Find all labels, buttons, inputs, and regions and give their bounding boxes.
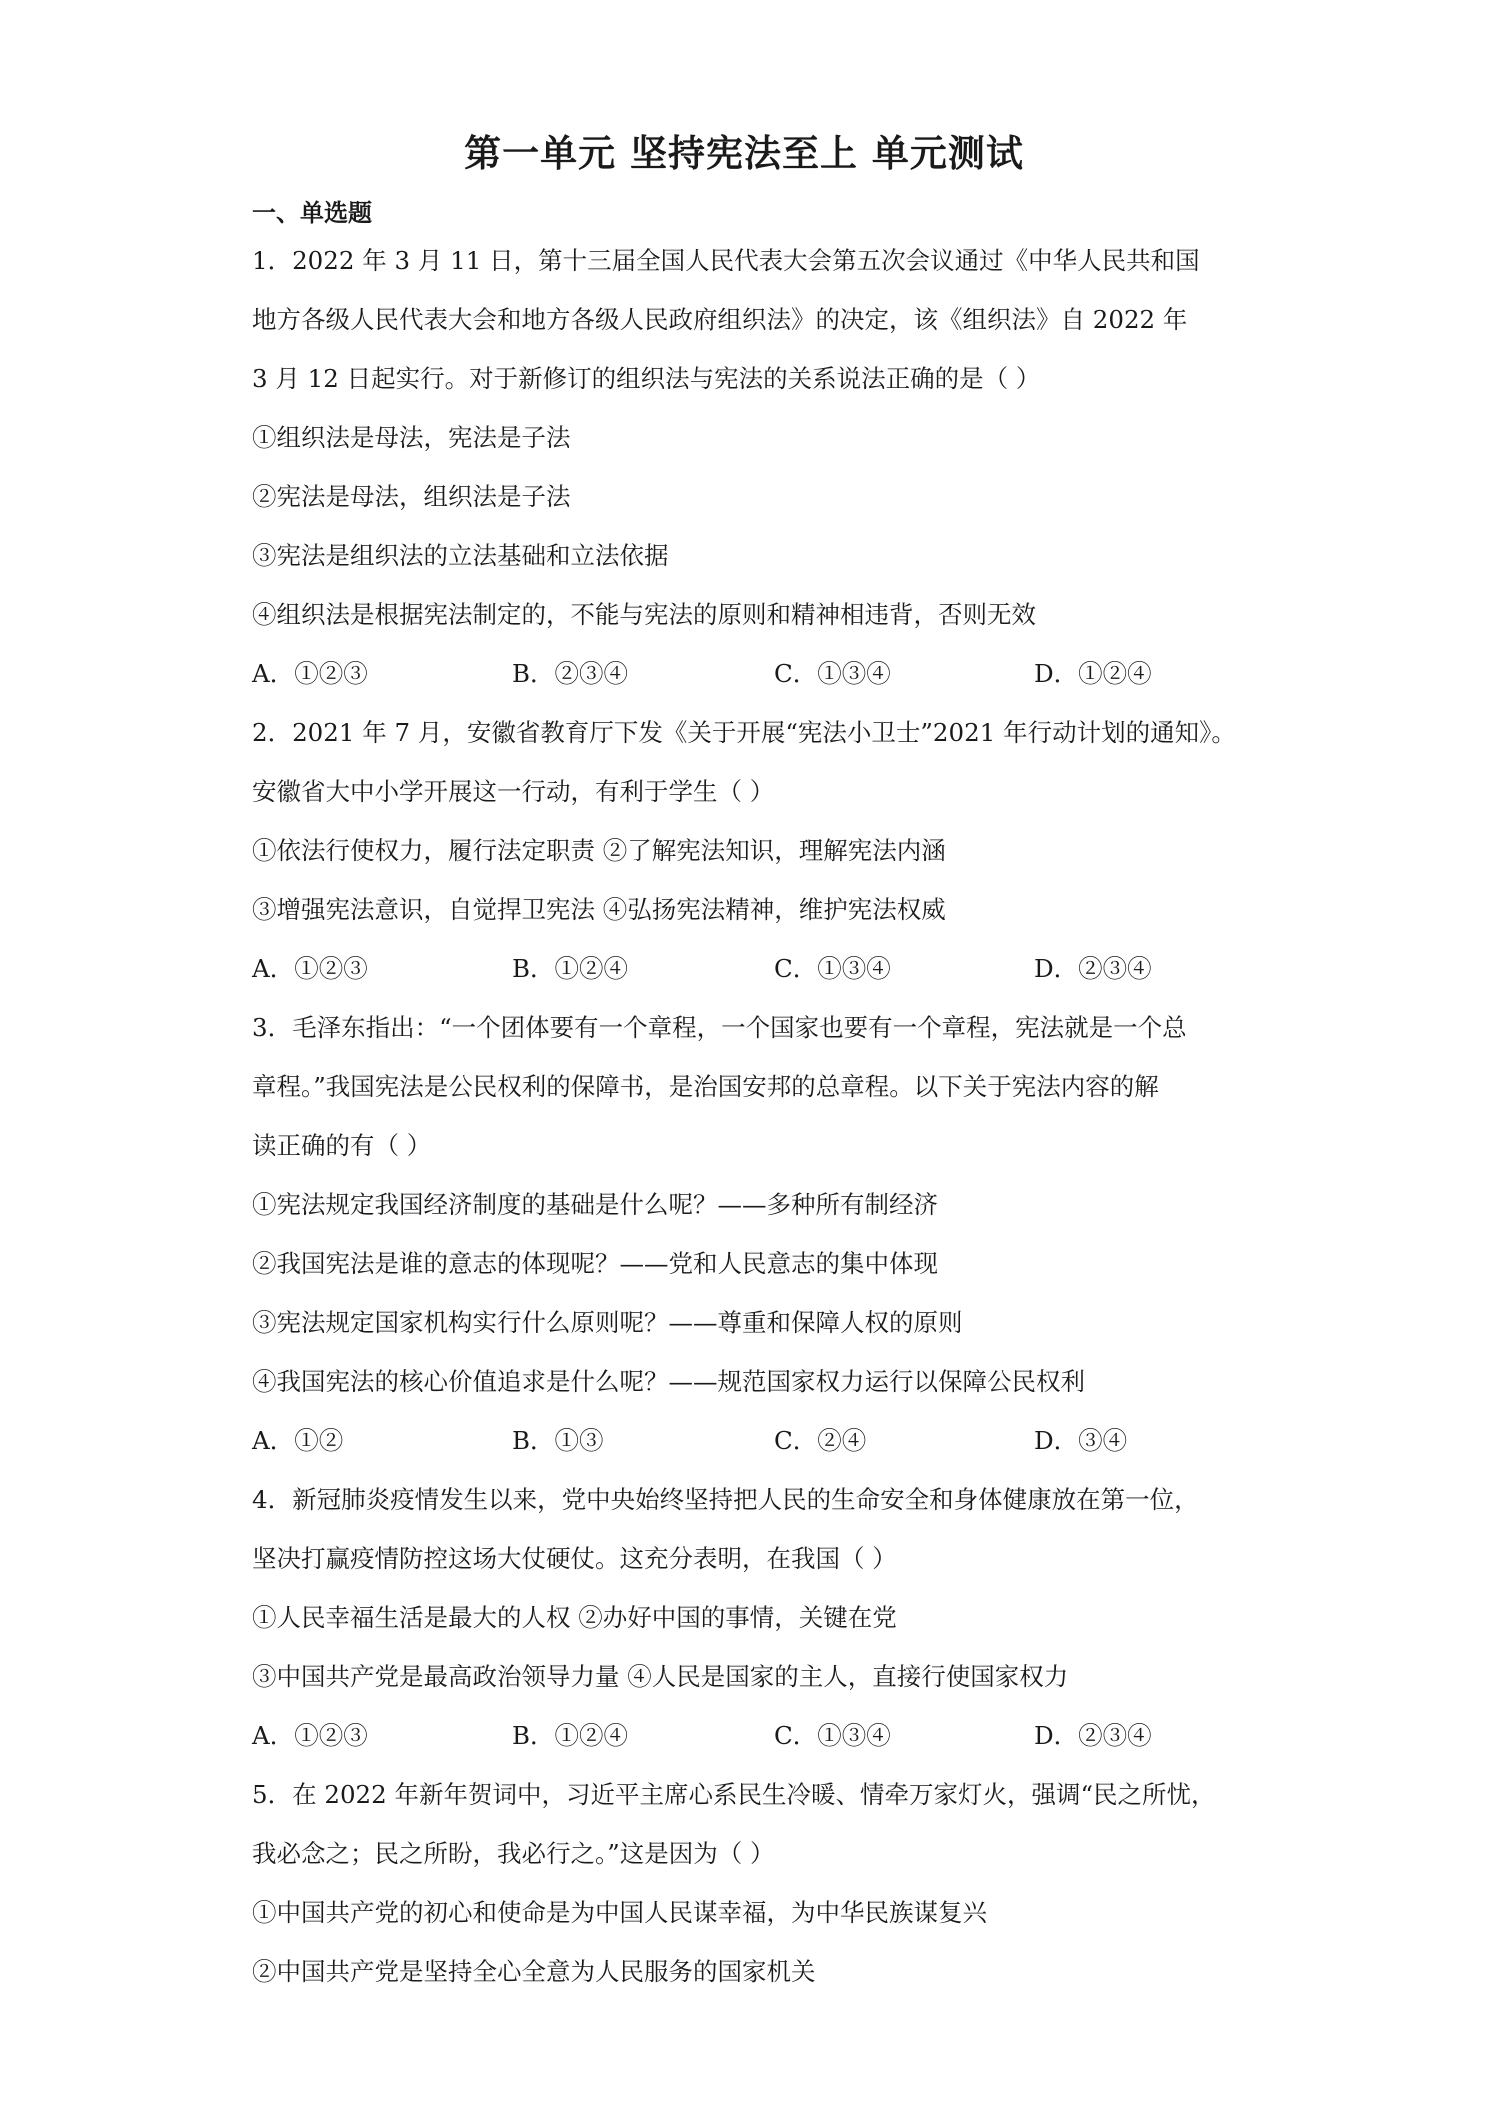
q2-statement-2: ③增强宪法意识，自觉捍卫宪法 ④弘扬宪法精神，维护宪法权威 bbox=[252, 895, 946, 924]
q3-statement-2: ②我国宪法是谁的意志的体现呢？——党和人民意志的集中体现 bbox=[252, 1249, 938, 1278]
q2-option-d[interactable]: D．②③④ bbox=[1034, 954, 1152, 983]
q5-statement-1: ①中国共产党的初心和使命是为中国人民谋幸福，为中华民族谋复兴 bbox=[252, 1898, 987, 1927]
q4-option-c[interactable]: C．①③④ bbox=[774, 1721, 891, 1750]
q2-stem-line-2: 安徽省大中小学开展这一行动，有利于学生（ ） bbox=[252, 777, 775, 806]
q4-option-b[interactable]: B．①②④ bbox=[512, 1721, 629, 1750]
q1-options bbox=[252, 656, 1242, 692]
q3-options bbox=[252, 1423, 1242, 1459]
q1-statement-2: ②宪法是母法，组织法是子法 bbox=[252, 482, 571, 511]
q2-options bbox=[252, 951, 1242, 987]
q4-statement-1: ①人民幸福生活是最大的人权 ②办好中国的事情，关键在党 bbox=[252, 1603, 897, 1632]
q3-option-b[interactable]: B．①③ bbox=[512, 1426, 604, 1455]
q1-stem-line-1: 1．2022 年 3 月 11 日，第十三届全国人民代表大会第五次会议通过《中华人民共和国 bbox=[252, 246, 1200, 275]
section-heading: 一、单选题 bbox=[252, 199, 372, 227]
q5-statement-2: ②中国共产党是坚持全心全意为人民服务的国家机关 bbox=[252, 1957, 816, 1986]
q1-option-d[interactable]: D．①②④ bbox=[1034, 659, 1152, 688]
q1-option-a[interactable]: A．①②③ bbox=[252, 659, 368, 688]
q3-statement-3: ③宪法规定国家机构实行什么原则呢？——尊重和保障人权的原则 bbox=[252, 1308, 963, 1337]
q1-option-c[interactable]: C．①③④ bbox=[774, 659, 891, 688]
q4-option-d[interactable]: D．②③④ bbox=[1034, 1721, 1152, 1750]
q3-option-d[interactable]: D．③④ bbox=[1034, 1426, 1128, 1455]
q3-stem-line-2: 章程。”我国宪法是公民权利的保障书，是治国安邦的总章程。以下关于宪法内容的解 bbox=[252, 1072, 1159, 1101]
q1-stem-line-2: 地方各级人民代表大会和地方各级人民政府组织法》的决定，该《组织法》自 2022 年 bbox=[252, 305, 1188, 334]
q3-stem-line-3: 读正确的有（ ） bbox=[252, 1131, 432, 1160]
q3-option-a[interactable]: A．①② bbox=[252, 1426, 344, 1455]
q3-statement-1: ①宪法规定我国经济制度的基础是什么呢？——多种所有制经济 bbox=[252, 1190, 938, 1219]
q1-statement-1: ①组织法是母法，宪法是子法 bbox=[252, 423, 571, 452]
q2-stem-line-1: 2．2021 年 7 月，安徽省教育厅下发《关于开展“宪法小卫士”2021 年行动计划的通知》。 bbox=[252, 718, 1236, 747]
q3-stem-line-1: 3．毛泽东指出：“一个团体要有一个章程，一个国家也要有一个章程，宪法就是一个总 bbox=[252, 1013, 1187, 1042]
q4-options bbox=[252, 1718, 1242, 1754]
q2-option-b[interactable]: B．①②④ bbox=[512, 954, 629, 983]
q5-stem-line-1: 5．在 2022 年新年贺词中，习近平主席心系民生冷暖、情牵万家灯火，强调“民之所忧， bbox=[252, 1780, 1216, 1809]
q3-option-c[interactable]: C．②④ bbox=[774, 1426, 867, 1455]
q5-stem-line-2: 我必念之；民之所盼，我必行之。”这是因为（ ） bbox=[252, 1839, 775, 1868]
q4-stem-line-1: 4．新冠肺炎疫情发生以来，党中央始终坚持把人民的生命安全和身体健康放在第一位， bbox=[252, 1485, 1199, 1514]
q2-statement-1: ①依法行使权力，履行法定职责 ②了解宪法知识，理解宪法内涵 bbox=[252, 836, 946, 865]
q2-option-c[interactable]: C．①③④ bbox=[774, 954, 891, 983]
q4-statement-2: ③中国共产党是最高政治领导力量 ④人民是国家的主人，直接行使国家权力 bbox=[252, 1662, 1069, 1691]
page-title: 第一单元 坚持宪法至上 单元测试 bbox=[464, 132, 1024, 175]
q2-option-a[interactable]: A．①②③ bbox=[252, 954, 368, 983]
q1-option-b[interactable]: B．②③④ bbox=[512, 659, 629, 688]
q4-stem-line-2: 坚决打赢疫情防控这场大仗硬仗。这充分表明，在我国（ ） bbox=[252, 1544, 897, 1573]
q1-statement-4: ④组织法是根据宪法制定的，不能与宪法的原则和精神相违背，否则无效 bbox=[252, 600, 1036, 629]
q1-statement-3: ③宪法是组织法的立法基础和立法依据 bbox=[252, 541, 669, 570]
q3-statement-4: ④我国宪法的核心价值追求是什么呢？——规范国家权力运行以保障公民权利 bbox=[252, 1367, 1085, 1396]
q4-option-a[interactable]: A．①②③ bbox=[252, 1721, 368, 1750]
q1-stem-line-3: 3 月 12 日起实行。对于新修订的组织法与宪法的关系说法正确的是（ ） bbox=[252, 364, 1041, 393]
